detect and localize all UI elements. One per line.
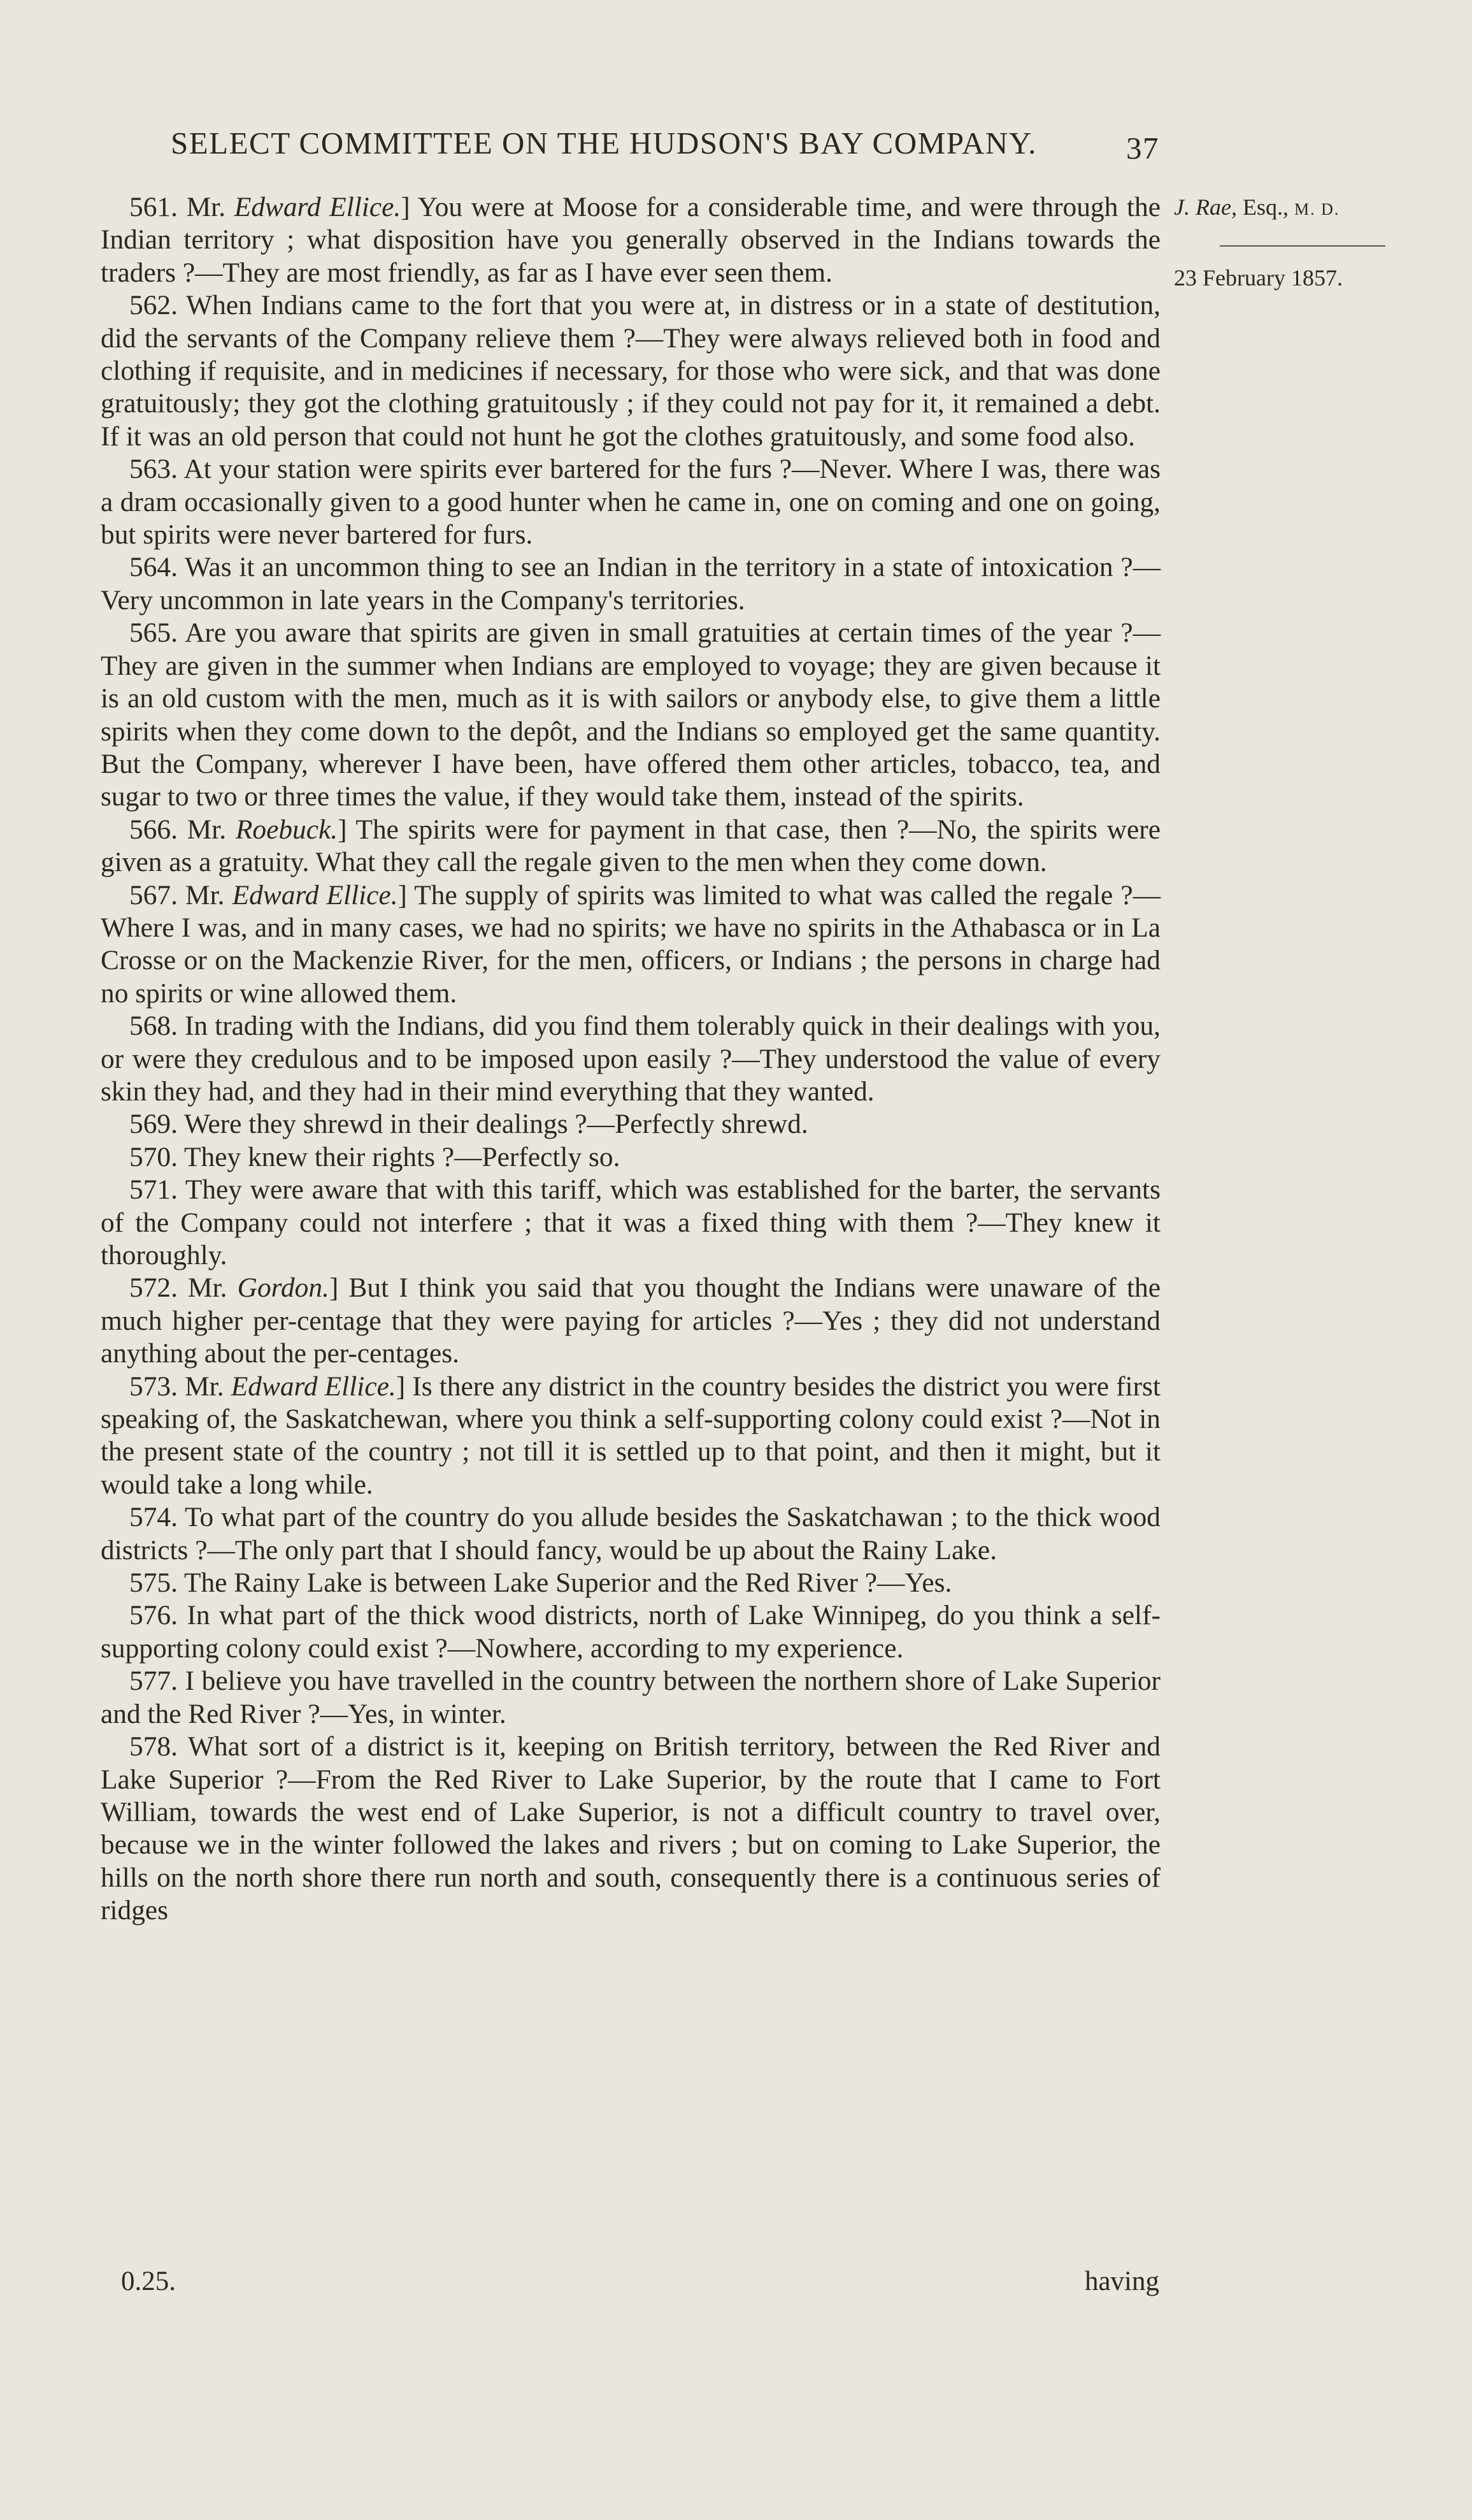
question-lead: 575.: [129, 1567, 184, 1599]
question-text: In trading with the Indians, did you find them tolerably quick in their dealings with you, or were they credulous and to be imposed upon easily ?—They understood the value of every skin they had, and they had in their mind everything that they wanted.: [101, 1011, 1161, 1107]
speaker-name: Edward Ellice.: [231, 1371, 396, 1402]
question-578: [101, 1731, 1161, 1927]
question-567: [101, 879, 1161, 1011]
witness-degree: M. D.: [1294, 200, 1340, 219]
question-lead: 564.: [129, 552, 185, 583]
body-text: [101, 191, 1161, 1927]
question-text: ] You were at Moose for a considerable time, and were through the Indian territory ; what disposition have you generally observed in the Indians towards the traders ?—They are most friendly, as far as I have ever seen them.: [101, 192, 1161, 288]
question-text: To what part of the country do you allude besides the Saskatchawan ; to the thick wood districts ?—The only part that I should fancy, would be up about the Rainy Lake.: [101, 1502, 1161, 1566]
question-text: What sort of a district is it, keeping on British territory, between the Red River and Lake Superior ?—From the Red River to Lake Superior, by the route that I came to Fort William, towards the west end of Lake Superior, is not a difficult country to travel over, because we in the winter followed the lakes and rivers ; but on coming to Lake Superior, the hills on the north shore there run north and south, consequently there is a continuous series of ridges: [101, 1731, 1161, 1926]
question-577: [101, 1665, 1161, 1731]
question-lead: 574.: [129, 1502, 185, 1533]
question-text: Was it an uncommon thing to see an Indian in the territory in a state of intoxication ?—Very uncommon in late years in the Company's territories.: [101, 552, 1161, 616]
question-575: [101, 1567, 1161, 1599]
question-lead: 568.: [129, 1011, 185, 1042]
question-576: [101, 1599, 1161, 1665]
speaker-name: Edward Ellice.: [234, 192, 401, 222]
question-lead: 565.: [129, 617, 185, 649]
question-lead: 573. Mr.: [129, 1371, 231, 1402]
speaker-name: Edward Ellice.: [232, 879, 398, 911]
witness-name-line: [1174, 192, 1448, 222]
question-571: [101, 1174, 1161, 1272]
speaker-name: Gordon.: [237, 1272, 329, 1304]
question-563: [101, 453, 1161, 551]
question-570: [101, 1141, 1161, 1174]
question-text: When Indians came to the fort that you were at, in distress or in a state of destitution, did the servants of the Company relieve them ?—They were always relieved both in food and clothing if requisite, and in medicines if necessary, for those who were sick, and that was done gratuitously; they got the clothing gratuitously ; if they could not pay for it, it remained a debt. If it was an old person that could not hunt he got the clothes gratuitously, and some food also.: [101, 290, 1161, 452]
question-lead: 567. Mr.: [129, 879, 232, 911]
question-lead: 570.: [129, 1141, 184, 1172]
question-lead: 569.: [129, 1109, 184, 1140]
page-number: 37: [1126, 131, 1159, 166]
question-565: [101, 617, 1161, 813]
question-text: I believe you have travelled in the country between the northern shore of Lake Superior and the Red River ?—Yes, in winter.: [101, 1666, 1161, 1729]
running-header: [171, 125, 1164, 166]
question-text: ] The supply of spirits was limited to what was called the regale ?—Where I was, and in many cases, we had no spirits; we have no spirits in the Athabasca or in La Crosse or on the Mackenzie River, for the men, officers, or Indians ; the persons in charge had no spirits or wine allowed them.: [101, 879, 1161, 1009]
question-573: [101, 1371, 1161, 1502]
question-569: [101, 1108, 1161, 1141]
question-lead: 561. Mr.: [129, 192, 234, 222]
question-text: Are you aware that spirits are given in small gratuities at certain times of the year ?—They are given in the summer when Indians are employed to voyage; they are given because it is an old custom with the men, much as it is with sailors or anybody else, to give them a little spirits when they come down to the depôt, and the Indians so employed get the same quantity. But the Company, wherever I have been, have offered them other articles, tobacco, tea, and sugar to two or three times the value, if they would take them, instead of the spirits.: [101, 617, 1161, 812]
question-lead: 576.: [129, 1600, 187, 1631]
question-text: At your station were spirits ever bartered for the furs ?—Never. Where I was, there was a dram occasionally given to a good hunter when he came in, one on coming and one on going, but spirits were never bartered for furs.: [101, 454, 1161, 551]
question-lead: 577.: [129, 1666, 185, 1697]
question-text: The Rainy Lake is between Lake Superior and the Red River ?—Yes.: [184, 1567, 952, 1599]
margin-rule: [1220, 245, 1385, 247]
witness-suffix: Esq.,: [1242, 194, 1289, 220]
witness-name: J. Rae,: [1174, 194, 1237, 220]
testimony-date: 23 February 1857.: [1174, 264, 1343, 291]
question-564: [101, 551, 1161, 617]
question-lead: 566. Mr.: [129, 814, 236, 845]
question-text: Were they shrewd in their dealings ?—Perfectly shrewd.: [184, 1109, 808, 1140]
catchword: having: [1084, 2266, 1159, 2296]
question-lead: 578.: [129, 1731, 188, 1762]
question-text: ] Is there any district in the country besides the district you were first speaking of, the Saskatchewan, where you think a self-supporting colony could exist ?—Not in the present state of the country ; not till it is settled up to that point, and then it might, but it would take a long while.: [101, 1371, 1161, 1500]
question-text: ] But I think you said that you thought the Indians were unaware of the much higher per-centage that they were paying for articles ?—Yes ; they did not understand anything about the per-centages.: [101, 1272, 1161, 1369]
margin-note: [1174, 192, 1448, 293]
question-text: They were aware that with this tariff, which was established for the barter, the servants of the Company could not interfere ; that it was a fixed thing with them ?—They knew it thoroughly.: [101, 1174, 1161, 1271]
question-text: In what part of the thick wood districts, north of Lake Winnipeg, do you think a self-supporting colony could exist ?—Nowhere, according to my experience.: [101, 1600, 1161, 1664]
question-lead: 563.: [129, 454, 184, 485]
question-text: They knew their rights ?—Perfectly so.: [184, 1141, 620, 1172]
question-572: [101, 1272, 1161, 1370]
question-562: [101, 289, 1161, 453]
signature-mark: 0.25.: [121, 2266, 176, 2296]
speaker-name: Roebuck.: [235, 814, 338, 845]
question-574: [101, 1501, 1161, 1567]
page-footer: [121, 2266, 1159, 2297]
question-566: [101, 814, 1161, 879]
question-text: ] The spirits were for payment in that case, then ?—No, the spirits were given as a gratuity. What they call the regale given to the men when they come down.: [101, 814, 1161, 878]
question-561: [101, 191, 1161, 289]
question-568: [101, 1010, 1161, 1108]
page-title: SELECT COMMITTEE ON THE HUDSON'S BAY COMPANY.: [171, 126, 1038, 161]
question-lead: 562.: [129, 290, 187, 321]
question-lead: 572. Mr.: [129, 1272, 238, 1304]
question-lead: 571.: [129, 1174, 185, 1206]
